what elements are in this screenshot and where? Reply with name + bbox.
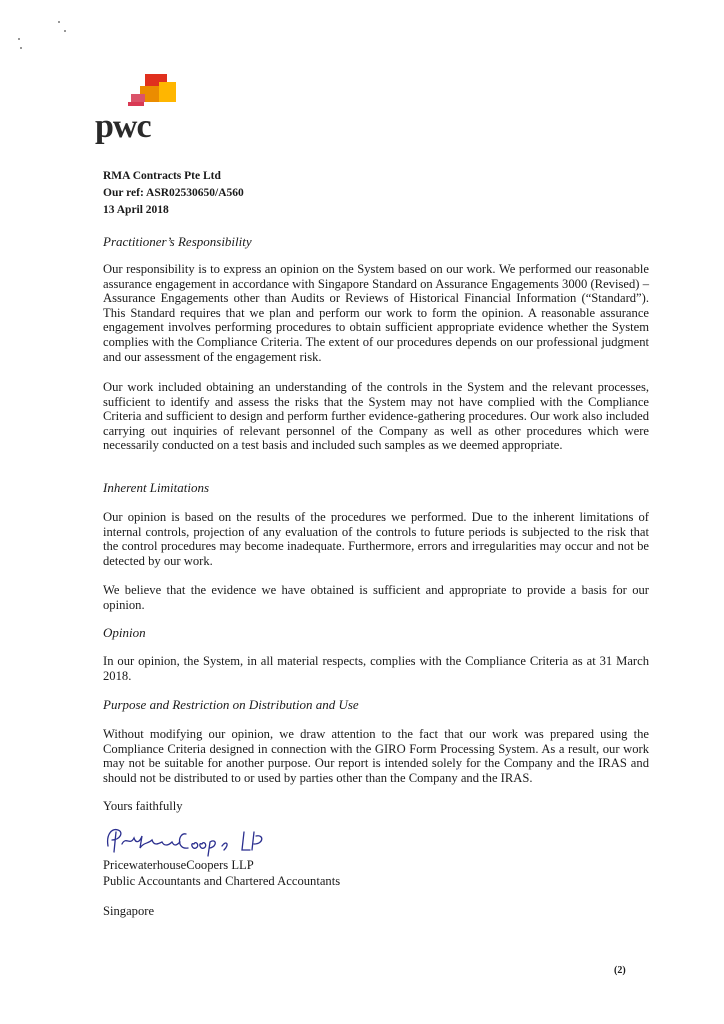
body-paragraph: Without modifying our opinion, we draw attention to the fact that our work was prepared using the Compliance Criteria designed in connection with the GIRO Form Processing System. As a result, our work may not be suitable for another purpose. Our report is intended solely for the Company and the IRAS and should not be distributed to or used by parties other than the Company and the IRAS. (103, 727, 649, 785)
handwritten-signature (104, 824, 279, 860)
letter-date: 13 April 2018 (103, 204, 169, 216)
page-number: (2) (614, 965, 626, 976)
body-paragraph: In our opinion, the System, in all material respects, complies with the Compliance Criteria as at 31 March 2018. (103, 654, 649, 683)
company-name: RMA Contracts Pte Ltd (103, 170, 221, 182)
pwc-wordmark: pwc (95, 108, 151, 145)
scan-speck (18, 38, 20, 40)
body-paragraph: Our opinion is based on the results of the procedures we performed. Due to the inherent limitations of internal controls, projection of any evaluation of the controls to future periods is subjected to the risk that the control procedures may become inadequate. Furthermore, errors and irregularities may occur and not be detected by our work. (103, 510, 649, 568)
letter-header (103, 168, 244, 219)
body-paragraph: Our work included obtaining an understanding of the controls in the System and the relevant processes, sufficient to identify and assess the risks that the System may not have complied with the Compliance Criteria and sufficient to design and perform further evidence-gathering procedures. Our work also included carrying out inquiries of relevant personnel of the Company as well as other procedures which were necessarily conducted on a test basis and included such samples as we deemed appropriate. (103, 380, 649, 453)
firm-title: Public Accountants and Chartered Accountants (103, 874, 341, 888)
logo-block-rose (131, 94, 145, 102)
scan-speck (20, 47, 22, 49)
section-heading: Inherent Limitations (103, 480, 210, 495)
logo-block-yellow (159, 82, 176, 102)
section-heading: Practitioner’s Responsibility (103, 234, 252, 249)
section-heading: Opinion (103, 625, 146, 640)
firm-name: PricewaterhouseCoopers LLP (103, 858, 254, 872)
scan-speck (64, 30, 66, 32)
firm-location: Singapore (103, 904, 155, 918)
body-paragraph: We believe that the evidence we have obtained is sufficient and appropriate to provide a basis for our opinion. (103, 583, 649, 612)
logo-block-red (128, 102, 144, 106)
salutation: Yours faithfully (103, 799, 183, 813)
section-heading: Purpose and Restriction on Distribution and Use (103, 697, 359, 712)
body-paragraph: Our responsibility is to express an opinion on the System based on our work. We performed our reasonable assurance engagement in accordance with Singapore Standard on Assurance Engagements 3000 (Revised) – Assurance Engagements other than Audits or Reviews of Historical Financial Information (“Standard”). This Standard requires that we plan and perform our work to form the opinion. A reasonable assurance engagement involves performing procedures to obtain sufficient appropriate evidence whether the System complies with the Compliance Criteria. The extent of our procedures depends on our professional judgment and our assessment of the engagement risk. (103, 262, 649, 364)
reference-number: Our ref: ASR02530650/A560 (103, 187, 244, 199)
scan-speck (58, 21, 60, 23)
firm-block (103, 857, 340, 889)
